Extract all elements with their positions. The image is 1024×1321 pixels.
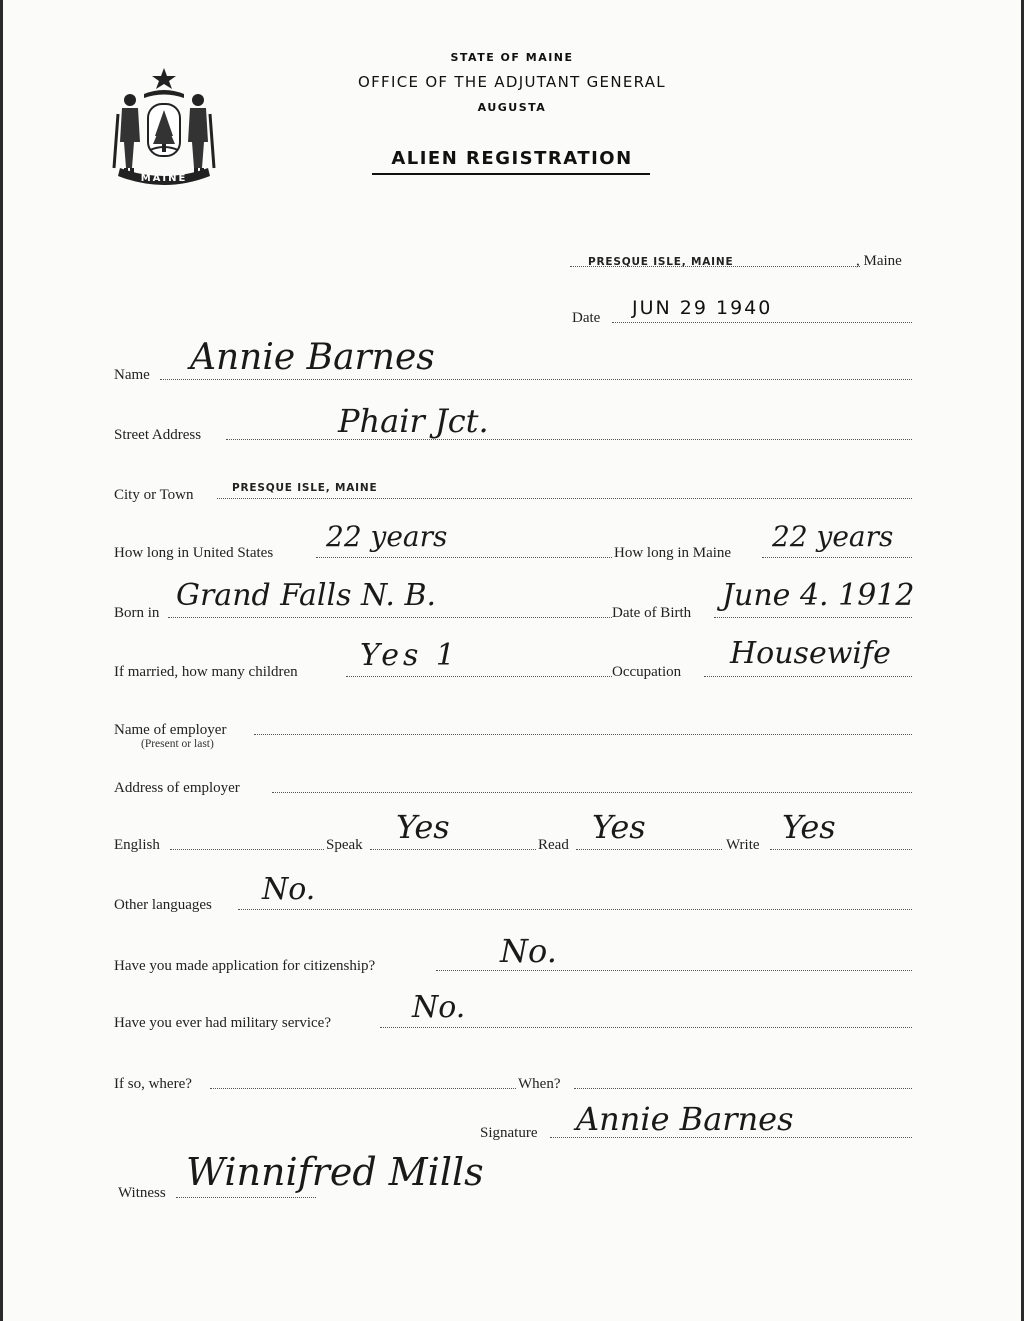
date-line <box>612 322 912 323</box>
signature-value: Annie Barnes <box>576 1100 794 1138</box>
employer-label: Name of employer <box>114 722 227 738</box>
how-long-maine-label: How long in Maine <box>614 545 732 561</box>
how-long-us-value: 22 years <box>326 520 448 553</box>
witness-label: Witness <box>118 1185 166 1201</box>
employer-address-line <box>272 792 912 793</box>
date-label: Date <box>572 310 601 326</box>
dob-value: June 4. 1912 <box>722 578 915 613</box>
military-line <box>380 1027 912 1028</box>
witness-line <box>176 1197 316 1198</box>
citizenship-value: No. <box>500 932 557 970</box>
date-stamp: JUN 29 1940 <box>632 297 773 319</box>
occupation-value: Housewife <box>730 636 891 671</box>
svg-text:MAINE: MAINE <box>140 173 188 184</box>
dob-line <box>714 617 912 618</box>
header-state: STATE OF MAINE <box>450 51 574 64</box>
employer-line <box>254 734 912 735</box>
place-suffix: , Maine <box>856 253 902 269</box>
witness-value: Winnifred Mills <box>186 1150 484 1194</box>
born-in-line <box>168 617 612 618</box>
signature-label: Signature <box>480 1125 538 1141</box>
title-underline <box>372 173 650 175</box>
english-label: English <box>114 837 160 853</box>
read-line <box>576 849 722 850</box>
where-line <box>210 1088 516 1089</box>
how-long-us-label: How long in United States <box>114 545 274 561</box>
street-line <box>226 439 912 440</box>
other-languages-value: No. <box>262 872 316 907</box>
when-line <box>574 1088 912 1089</box>
write-line <box>770 849 912 850</box>
header-city: AUGUSTA <box>477 101 547 114</box>
street-label: Street Address <box>114 427 202 443</box>
other-languages-line <box>238 909 912 910</box>
read-label: Read <box>538 837 569 853</box>
read-value: Yes <box>592 808 646 846</box>
where-label: If so, where? <box>114 1076 192 1092</box>
name-value: Annie Barnes <box>190 337 435 378</box>
city-line <box>217 498 912 499</box>
how-long-us-line <box>316 557 612 558</box>
speak-line <box>370 849 536 850</box>
speak-label: Speak <box>326 837 363 853</box>
english-line <box>170 849 324 850</box>
dob-label: Date of Birth <box>612 605 692 621</box>
city-stamp: PRESQUE ISLE, MAINE <box>232 482 378 494</box>
place-stamp: PRESQUE ISLE, MAINE <box>588 256 734 268</box>
write-value: Yes <box>782 808 836 846</box>
occupation-line <box>704 676 912 677</box>
citizenship-label: Have you made application for citizenship? <box>114 958 376 974</box>
occupation-label: Occupation <box>612 664 682 680</box>
employer-address-label: Address of employer <box>114 780 240 796</box>
other-languages-label: Other languages <box>114 897 212 913</box>
employer-sublabel: (Present or last) <box>141 738 214 750</box>
street-value: Phair Jct. <box>338 402 489 440</box>
military-value: No. <box>412 990 466 1025</box>
citizenship-line <box>436 970 912 971</box>
name-label: Name <box>114 367 150 383</box>
name-line <box>160 379 912 380</box>
how-long-maine-value: 22 years <box>772 520 894 553</box>
children-label: If married, how many children <box>114 664 298 680</box>
how-long-maine-line <box>762 557 912 558</box>
write-label: Write <box>726 837 760 853</box>
born-in-label: Born in <box>114 605 160 621</box>
children-value: Yes 1 <box>360 638 459 673</box>
header-office: OFFICE OF THE ADJUTANT GENERAL <box>358 73 666 91</box>
military-label: Have you ever had military service? <box>114 1015 331 1031</box>
children-line <box>346 676 612 677</box>
form-title: ALIEN REGISTRATION <box>391 148 633 169</box>
speak-value: Yes <box>396 808 450 846</box>
born-in-value: Grand Falls N. B. <box>176 578 437 613</box>
city-label: City or Town <box>114 487 194 503</box>
when-label: When? <box>518 1076 561 1092</box>
scan-edge-left <box>0 0 3 1321</box>
